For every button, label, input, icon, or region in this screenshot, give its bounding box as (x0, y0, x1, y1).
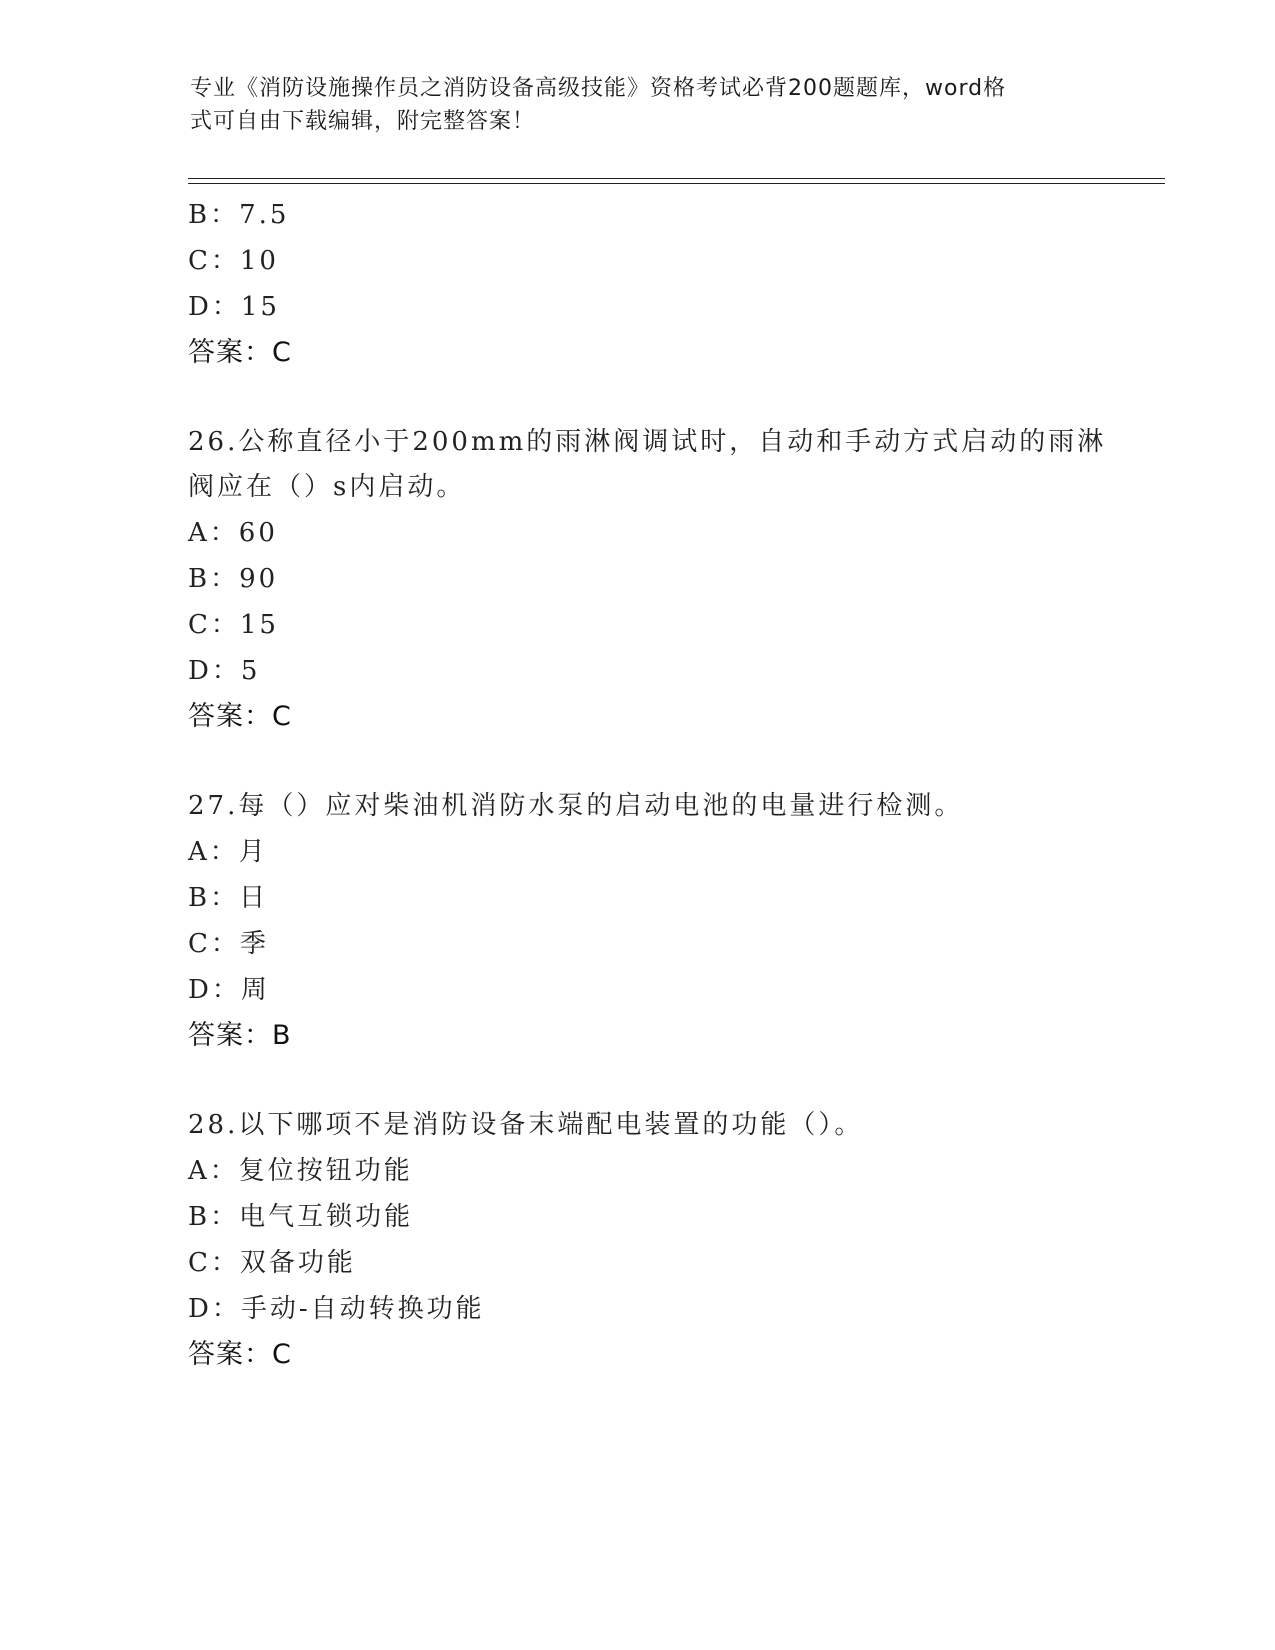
option-c: C：10 (188, 246, 279, 276)
option-b: B：日 (188, 883, 269, 913)
option-c: C：双备功能 (188, 1248, 356, 1278)
question-stem-line: 26.公称直径小于200mm的雨淋阀调试时，自动和手动方式启动的雨淋 (188, 427, 1107, 457)
header-line-1: 专业《消防设施操作员之消防设备高级技能》资格考试必背200题题库，word格 (190, 76, 1007, 101)
question-25-continued (188, 192, 1088, 376)
question-stem (188, 1103, 1078, 1148)
question-28 (188, 1103, 1088, 1378)
header-line-2: 式可自由下载编辑，附完整答案！ (190, 109, 536, 134)
option-b: B：电气互锁功能 (188, 1202, 414, 1232)
question-stem (188, 420, 1107, 510)
option-c: C：15 (188, 610, 279, 640)
question-stem-line: 28.以下哪项不是消防设备末端配电装置的功能（）。 (188, 1110, 864, 1140)
answer-line: 答案：C (188, 701, 292, 732)
option-d: D：15 (188, 292, 280, 322)
option-c: C：季 (188, 929, 269, 959)
option-a: A：复位按钮功能 (188, 1156, 413, 1186)
option-d: D：5 (188, 656, 261, 686)
answer-line: 答案：C (188, 1339, 292, 1370)
option-a: A：月 (188, 837, 268, 867)
option-b: B：90 (188, 564, 279, 594)
answer-line: 答案：C (188, 337, 292, 368)
question-list (188, 192, 1107, 1378)
question-27 (188, 784, 1088, 1059)
option-d: D：手动-自动转换功能 (188, 1294, 485, 1324)
question-stem (188, 784, 1078, 829)
option-d: D：周 (188, 975, 270, 1005)
option-a: A：60 (188, 518, 278, 548)
document-header (190, 72, 1080, 138)
answer-line: 答案：B (188, 1020, 292, 1051)
header-rule-bottom (188, 183, 1165, 184)
question-26 (188, 420, 1107, 740)
header-rule-top (188, 178, 1165, 179)
question-stem-line: 阀应在（）s内启动。 (188, 472, 466, 502)
option-b: B：7.5 (188, 200, 290, 230)
question-stem-line: 27.每（）应对柴油机消防水泵的启动电池的电量进行检测。 (188, 791, 964, 821)
